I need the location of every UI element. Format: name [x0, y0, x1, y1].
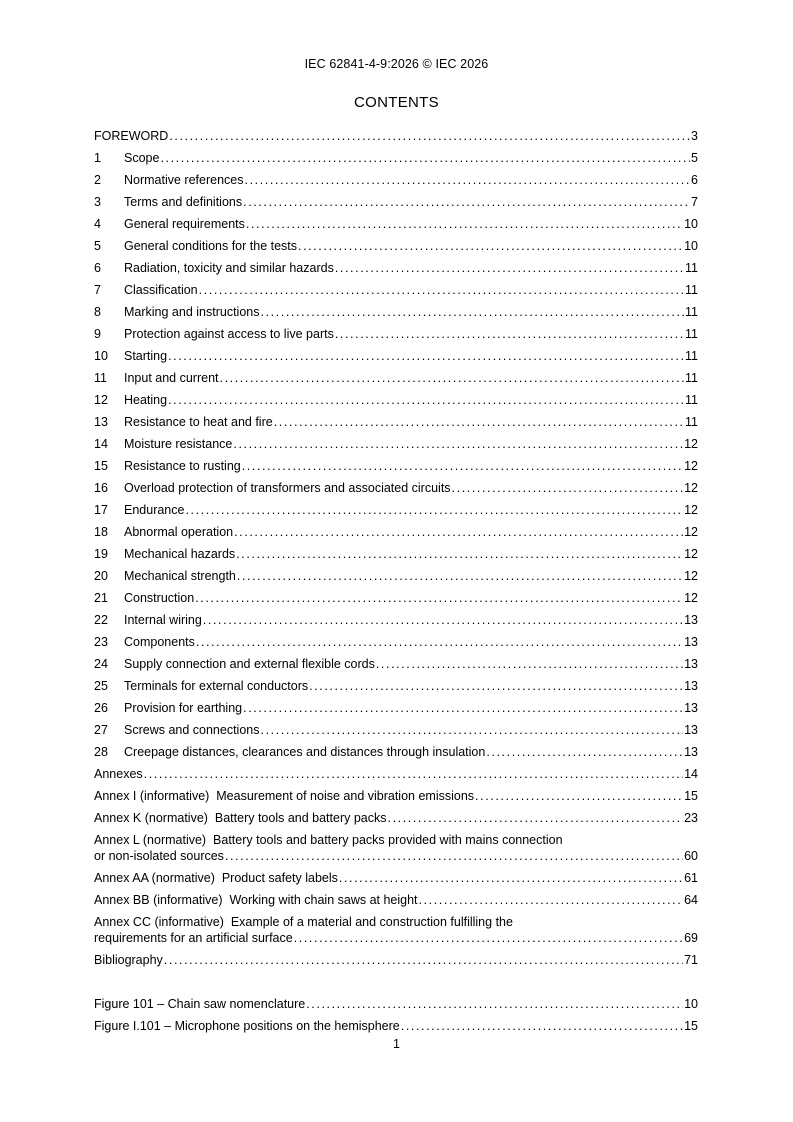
clause-number: 24 [94, 657, 108, 671]
toc-entry-text: Figure I.101 – Microphone positions on the hemisphere [94, 1019, 400, 1033]
toc-entry-text: Mechanical hazards [124, 547, 236, 561]
toc-entry-annex-bb[interactable] [94, 889, 698, 911]
clause-number: 11 [94, 371, 107, 385]
dot-leader [243, 697, 683, 719]
toc-entry-annex-aa[interactable] [94, 867, 698, 889]
toc-entry-text: Supply connection and external flexible cords [124, 657, 375, 671]
clause-number: 2 [94, 173, 101, 187]
clause-number: 20 [94, 569, 108, 583]
toc-entry-page: 11 [685, 349, 698, 363]
clause-number: 3 [94, 195, 101, 209]
toc-entry-text: Input and current [124, 371, 219, 385]
toc-entry-text: Marking and instructions [124, 305, 260, 319]
clause-number: 10 [94, 349, 108, 363]
page-number: 1 [393, 1037, 400, 1051]
toc-entry-text: Terms and definitions [124, 195, 243, 209]
clause-number: 13 [94, 415, 108, 429]
toc-entry-page: 12 [684, 481, 698, 495]
toc-entry-text: Radiation, toxicity and similar hazards [124, 261, 334, 275]
toc-entry-text-continued: or non-isolated sources [94, 849, 224, 863]
toc-entry-text: Overload protection of transformers and associated circuits [124, 481, 451, 495]
clause-number: 17 [94, 503, 108, 517]
toc-entry-text: Scope [124, 151, 160, 165]
toc-entry-page: 13 [684, 679, 698, 693]
dot-leader [160, 147, 690, 169]
toc-entry-figure[interactable] [94, 993, 698, 1015]
toc-entry[interactable] [94, 675, 698, 697]
table-of-contents [94, 125, 698, 1037]
toc-entry-figure[interactable] [94, 1015, 698, 1037]
toc-entry-page: 13 [684, 613, 698, 627]
dot-leader [220, 367, 685, 389]
toc-entry-page: 61 [684, 871, 698, 885]
dot-leader [169, 125, 690, 147]
toc-entry-page: 12 [684, 459, 698, 473]
section-spacer [94, 971, 698, 993]
toc-entry-page: 69 [684, 931, 698, 945]
toc-entry-page: 3 [691, 129, 698, 143]
toc-entry[interactable] [94, 389, 698, 411]
toc-entry-text: Resistance to rusting [124, 459, 241, 473]
toc-entry-text: Starting [124, 349, 168, 363]
toc-entry-page: 12 [684, 525, 698, 539]
toc-entry-page: 11 [685, 305, 698, 319]
clause-number: 18 [94, 525, 108, 539]
toc-entry-page: 15 [684, 1019, 698, 1033]
dot-leader [199, 279, 684, 301]
clause-number: 16 [94, 481, 108, 495]
clause-number: 19 [94, 547, 108, 561]
toc-entry[interactable] [94, 455, 698, 477]
toc-entry-text: Annex I (informative) Measurement of noise and vibration emissions [94, 789, 475, 803]
toc-entry[interactable] [94, 433, 698, 455]
toc-entry-text: Mechanical strength [124, 569, 236, 583]
dot-leader [260, 301, 684, 323]
toc-entry-page: 60 [684, 849, 698, 863]
toc-entry-text: General conditions for the tests [124, 239, 298, 253]
toc-entry-text: Heating [124, 393, 168, 407]
toc-entry-annexes[interactable] [94, 763, 698, 785]
clause-number: 5 [94, 239, 101, 253]
dot-leader [339, 867, 683, 889]
toc-entry[interactable] [94, 477, 698, 499]
toc-entry[interactable] [94, 235, 698, 257]
toc-entry-page: 6 [691, 173, 698, 187]
document-header: IEC 62841-4-9:2026 © IEC 2026 [304, 57, 489, 71]
toc-entry-page: 12 [684, 547, 698, 561]
toc-entry[interactable] [94, 411, 698, 433]
dot-leader [237, 565, 683, 587]
dot-leader [168, 389, 684, 411]
toc-entry-page: 10 [684, 239, 698, 253]
toc-entry-page: 11 [685, 327, 698, 341]
toc-entry-bibliography[interactable] [94, 949, 698, 971]
toc-entry-text: Terminals for external conductors [124, 679, 309, 693]
dot-leader [452, 477, 684, 499]
dot-leader [236, 543, 683, 565]
dot-leader [486, 741, 683, 763]
toc-entry-text: Components [124, 635, 195, 649]
toc-entry[interactable] [94, 543, 698, 565]
toc-entry-page: 15 [684, 789, 698, 803]
toc-entry-text: Annex CC (informative) Example of a material and construction fulfilling the [94, 915, 513, 929]
clause-number: 6 [94, 261, 101, 275]
toc-entry[interactable] [94, 565, 698, 587]
toc-entry[interactable] [94, 697, 698, 719]
toc-entry[interactable] [94, 719, 698, 741]
toc-entry[interactable] [94, 279, 698, 301]
dot-leader [225, 848, 683, 864]
page-title: CONTENTS [354, 94, 439, 111]
toc-entry-page: 11 [685, 261, 698, 275]
dot-leader [419, 889, 684, 911]
dot-leader [401, 1015, 683, 1037]
clause-number: 25 [94, 679, 108, 693]
dot-leader [309, 675, 683, 697]
toc-entry[interactable] [94, 609, 698, 631]
toc-entry-annex-l[interactable] [94, 829, 698, 867]
toc-entry-page: 5 [691, 151, 698, 165]
dot-leader [195, 587, 683, 609]
toc-entry-text: Normative references [124, 173, 244, 187]
toc-entry[interactable] [94, 741, 698, 763]
toc-entry-text: Moisture resistance [124, 437, 233, 451]
clause-number: 8 [94, 305, 101, 319]
toc-entry-page: 12 [684, 437, 698, 451]
toc-entry[interactable] [94, 587, 698, 609]
clause-number: 12 [94, 393, 108, 407]
dot-leader [233, 433, 683, 455]
toc-entry-text: Construction [124, 591, 195, 605]
toc-entry-text: Bibliography [94, 953, 163, 967]
dot-leader [246, 213, 683, 235]
toc-entry-page: 13 [684, 723, 698, 737]
dot-leader [376, 653, 683, 675]
toc-entry-text: Protection against access to live parts [124, 327, 334, 341]
toc-entry-text: FOREWORD [94, 129, 169, 143]
clause-number: 21 [94, 591, 108, 605]
dot-leader [274, 411, 684, 433]
clause-number: 4 [94, 217, 101, 231]
toc-entry-text: Creepage distances, clearances and distances through insulation [124, 745, 486, 759]
toc-entry-text: Classification [124, 283, 198, 297]
dot-leader [298, 235, 683, 257]
toc-entry-text: Screws and connections [124, 723, 260, 737]
dot-leader [203, 609, 683, 631]
dot-leader [168, 345, 684, 367]
toc-entry-text: Endurance [124, 503, 185, 517]
toc-entry[interactable] [94, 345, 698, 367]
toc-entry[interactable] [94, 257, 698, 279]
toc-entry[interactable] [94, 147, 698, 169]
clause-number: 26 [94, 701, 108, 715]
toc-entry-text-continued: requirements for an artificial surface [94, 931, 293, 945]
toc-entry-annex-cc[interactable] [94, 911, 698, 949]
dot-leader [294, 930, 683, 946]
clause-number: 7 [94, 283, 101, 297]
toc-entry-page: 13 [684, 701, 698, 715]
toc-entry-page: 13 [684, 745, 698, 759]
toc-entry-text: Annex AA (normative) Product safety labels [94, 871, 338, 885]
toc-entry[interactable] [94, 367, 698, 389]
toc-entry-text: General requirements [124, 217, 245, 231]
toc-entry-page: 7 [691, 195, 698, 209]
toc-entry-text: Annex BB (informative) Working with chain saws at height [94, 893, 418, 907]
toc-entry-page: 14 [684, 767, 698, 781]
toc-entry-text: Annexes [94, 767, 143, 781]
clause-number: 28 [94, 745, 108, 759]
dot-leader [144, 763, 683, 785]
dot-leader [306, 993, 683, 1015]
dot-leader [335, 323, 684, 345]
clause-number: 23 [94, 635, 108, 649]
toc-entry-text: Annex K (normative) Battery tools and battery packs [94, 811, 387, 825]
toc-entry-annex-i[interactable] [94, 785, 698, 807]
dot-leader [196, 631, 683, 653]
toc-entry-page: 12 [684, 591, 698, 605]
toc-entry-page: 12 [684, 503, 698, 517]
toc-entry-text: Abnormal operation [124, 525, 234, 539]
toc-entry-page: 10 [684, 997, 698, 1011]
toc-entry[interactable] [94, 169, 698, 191]
toc-entry[interactable] [94, 631, 698, 653]
toc-entry-page: 13 [684, 657, 698, 671]
dot-leader [243, 191, 690, 213]
toc-entry[interactable] [94, 301, 698, 323]
toc-entry-page: 12 [684, 569, 698, 583]
toc-entry-text: Resistance to heat and fire [124, 415, 273, 429]
toc-entry-text: Internal wiring [124, 613, 202, 627]
dot-leader [388, 807, 684, 829]
toc-entry-page: 64 [684, 893, 698, 907]
toc-entry[interactable] [94, 213, 698, 235]
toc-entry[interactable] [94, 191, 698, 213]
toc-entry-page: 13 [684, 635, 698, 649]
dot-leader [335, 257, 684, 279]
toc-entry-annex-k[interactable] [94, 807, 698, 829]
toc-entry-page: 11 [685, 371, 698, 385]
clause-number: 1 [94, 151, 101, 165]
toc-entry-text: Annex L (normative) Battery tools and battery packs provided with mains connection [94, 833, 563, 847]
dot-leader [261, 719, 684, 741]
toc-entry-page: 11 [685, 283, 698, 297]
dot-leader [164, 949, 683, 971]
toc-entry-text: Figure 101 – Chain saw nomenclature [94, 997, 306, 1011]
clause-number: 14 [94, 437, 108, 451]
toc-entry-page: 23 [684, 811, 698, 825]
toc-entry-text: Provision for earthing [124, 701, 243, 715]
toc-entry[interactable] [94, 499, 698, 521]
dot-leader [185, 499, 683, 521]
clause-number: 9 [94, 327, 101, 341]
toc-entry[interactable] [94, 653, 698, 675]
toc-entry-page: 11 [685, 393, 698, 407]
dot-leader [242, 455, 683, 477]
toc-entry-page: 10 [684, 217, 698, 231]
dot-leader [245, 169, 691, 191]
clause-number: 22 [94, 613, 108, 627]
toc-entry[interactable] [94, 521, 698, 543]
clause-number: 27 [94, 723, 108, 737]
toc-entry-foreword[interactable] [94, 125, 698, 147]
clause-number: 15 [94, 459, 108, 473]
toc-entry[interactable] [94, 323, 698, 345]
dot-leader [475, 785, 683, 807]
toc-entry-page: 11 [685, 415, 698, 429]
toc-entry-page: 71 [684, 953, 698, 967]
dot-leader [234, 521, 683, 543]
